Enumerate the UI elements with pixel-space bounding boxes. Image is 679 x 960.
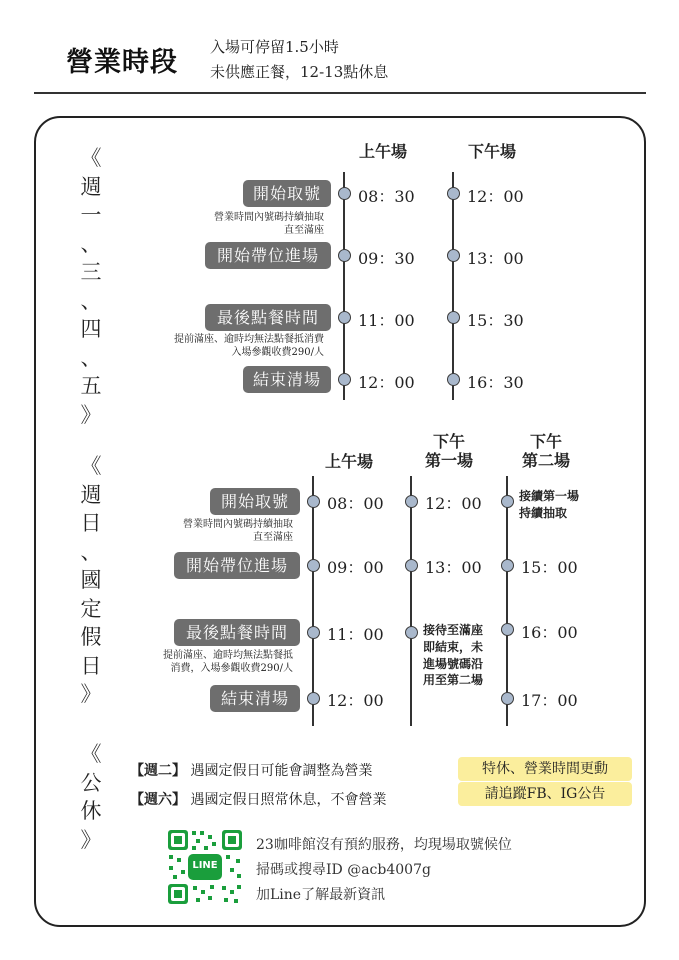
- weekday-label-start-number: 開始取號: [243, 180, 331, 207]
- weekend-morning-timeline: [312, 476, 314, 726]
- weekday-afternoon-start-number: 12：00: [467, 187, 524, 206]
- stay-limit-text: 入場可停留1.5小時: [210, 38, 339, 56]
- timeline-dot: [501, 692, 514, 705]
- timeline-dot: [405, 495, 418, 508]
- footer-add-line-text: 加Line了解最新資訊: [256, 887, 386, 903]
- weekend-label-close: 結束清場: [210, 685, 300, 712]
- weekday-label-last-order: 最後點餐時間: [205, 304, 331, 331]
- holiday-tuesday-line: [130, 760, 372, 780]
- timeline-dot: [338, 187, 351, 200]
- timeline-dot: [307, 495, 320, 508]
- timeline-dot: [405, 559, 418, 572]
- weekend-morning-header: 上午場: [325, 452, 374, 471]
- timeline-dot: [501, 623, 514, 636]
- weekday-morning-timeline: [343, 172, 345, 400]
- weekend-label-last-order: 最後點餐時間: [174, 619, 300, 646]
- timeline-dot: [307, 626, 320, 639]
- weekday-morning-start-number: 08：30: [358, 187, 415, 206]
- weekday-label-close: 結束清場: [243, 366, 331, 393]
- weekend-aft2-start-number: 接續第一場 持續抽取: [519, 489, 580, 520]
- weekday-morning-header: 上午場: [359, 142, 408, 161]
- weekday-afternoon-last-order: 15：30: [467, 311, 524, 330]
- tuesday-tag: 【週二】: [130, 763, 186, 779]
- footer-line-id-text: 掃碼或搜尋ID @acb4007g: [256, 862, 431, 878]
- weekend-aft1-timeline: [410, 476, 412, 726]
- weekend-section-label: 《 週 日 、 國 定 假 日 》: [80, 454, 102, 707]
- weekend-morning-start-number: 08：00: [327, 494, 384, 513]
- weekend-morning-last-order: 11：00: [327, 625, 384, 644]
- timeline-dot: [501, 559, 514, 572]
- weekday-morning-seating: 09：30: [358, 249, 415, 268]
- timeline-dot: [405, 626, 418, 639]
- weekend-morning-close: 12：00: [327, 691, 384, 710]
- weekend-aft1-start-number: 12：00: [425, 494, 482, 513]
- timeline-dot: [338, 373, 351, 386]
- meal-notice-text: 未供應正餐，12-13點休息: [210, 63, 389, 81]
- holiday-saturday-line: [130, 789, 386, 809]
- tuesday-text: 遇國定假日可能會調整為營業: [190, 763, 373, 779]
- weekday-afternoon-header: 下午場: [468, 142, 517, 161]
- weekend-aft1-seating: 13：00: [425, 558, 482, 577]
- page-title: 營業時段: [66, 47, 178, 78]
- weekday-morning-close: 12：00: [358, 373, 415, 392]
- weekend-aft2-timeline: [506, 476, 508, 726]
- weekend-order-note: 提前滿座、逾時均無法點餐抵 消費，入場參觀收費290/人: [163, 650, 293, 674]
- timeline-dot: [447, 311, 460, 324]
- weekend-morning-seating: 09：00: [327, 558, 384, 577]
- weekend-label-seating: 開始帶位進場: [174, 552, 300, 579]
- notice-highlight-1: 特休、營業時間更動: [458, 757, 632, 781]
- holiday-section-label: 《 公 休 》: [80, 742, 102, 852]
- weekend-label-start-number: 開始取號: [210, 488, 300, 515]
- footer-no-reservation-text: 23咖啡館沒有預約服務，均現場取號候位: [256, 837, 512, 853]
- line-logo-label: LINE: [192, 860, 218, 871]
- timeline-dot: [338, 249, 351, 262]
- header-divider: [34, 92, 646, 94]
- timeline-dot: [447, 373, 460, 386]
- line-qr-code[interactable]: [166, 828, 244, 906]
- timeline-dot: [338, 311, 351, 324]
- weekend-number-note: 營業時間內號碼持續抽取 直至滿座: [183, 519, 293, 543]
- timeline-dot: [447, 187, 460, 200]
- notice-highlight-2: 請追蹤FB、IG公告: [458, 782, 632, 806]
- weekday-afternoon-timeline: [452, 172, 454, 400]
- weekend-aft2-last-order: 16：00: [521, 623, 578, 642]
- saturday-text: 遇國定假日照常休息，不會營業: [190, 792, 387, 808]
- timeline-dot: [501, 495, 514, 508]
- weekday-number-note: 營業時間內號碼持續抽取 直至滿座: [214, 212, 324, 236]
- weekday-afternoon-close: 16：30: [467, 373, 524, 392]
- timeline-dot: [447, 249, 460, 262]
- timeline-dot: [307, 559, 320, 572]
- weekend-aft2-seating: 15：00: [521, 558, 578, 577]
- weekend-aft1-header: 下午 第一場: [425, 432, 474, 471]
- weekend-aft1-last-order: 接待至滿座 即結束，未 進場號碼沿 用至第二場: [423, 623, 484, 688]
- weekday-section-label: 《 週 一 、 三 、 四 、 五 》: [80, 146, 102, 427]
- weekday-order-note: 提前滿座、逾時均無法點餐抵消費 入場參觀收費290/人: [174, 334, 324, 358]
- weekend-aft2-header: 下午 第二場: [522, 432, 571, 471]
- weekday-afternoon-seating: 13：00: [467, 249, 524, 268]
- weekday-label-seating: 開始帶位進場: [205, 242, 331, 269]
- timeline-dot: [307, 692, 320, 705]
- weekday-morning-last-order: 11：00: [358, 311, 415, 330]
- weekend-aft2-close: 17：00: [521, 691, 578, 710]
- saturday-tag: 【週六】: [130, 792, 186, 808]
